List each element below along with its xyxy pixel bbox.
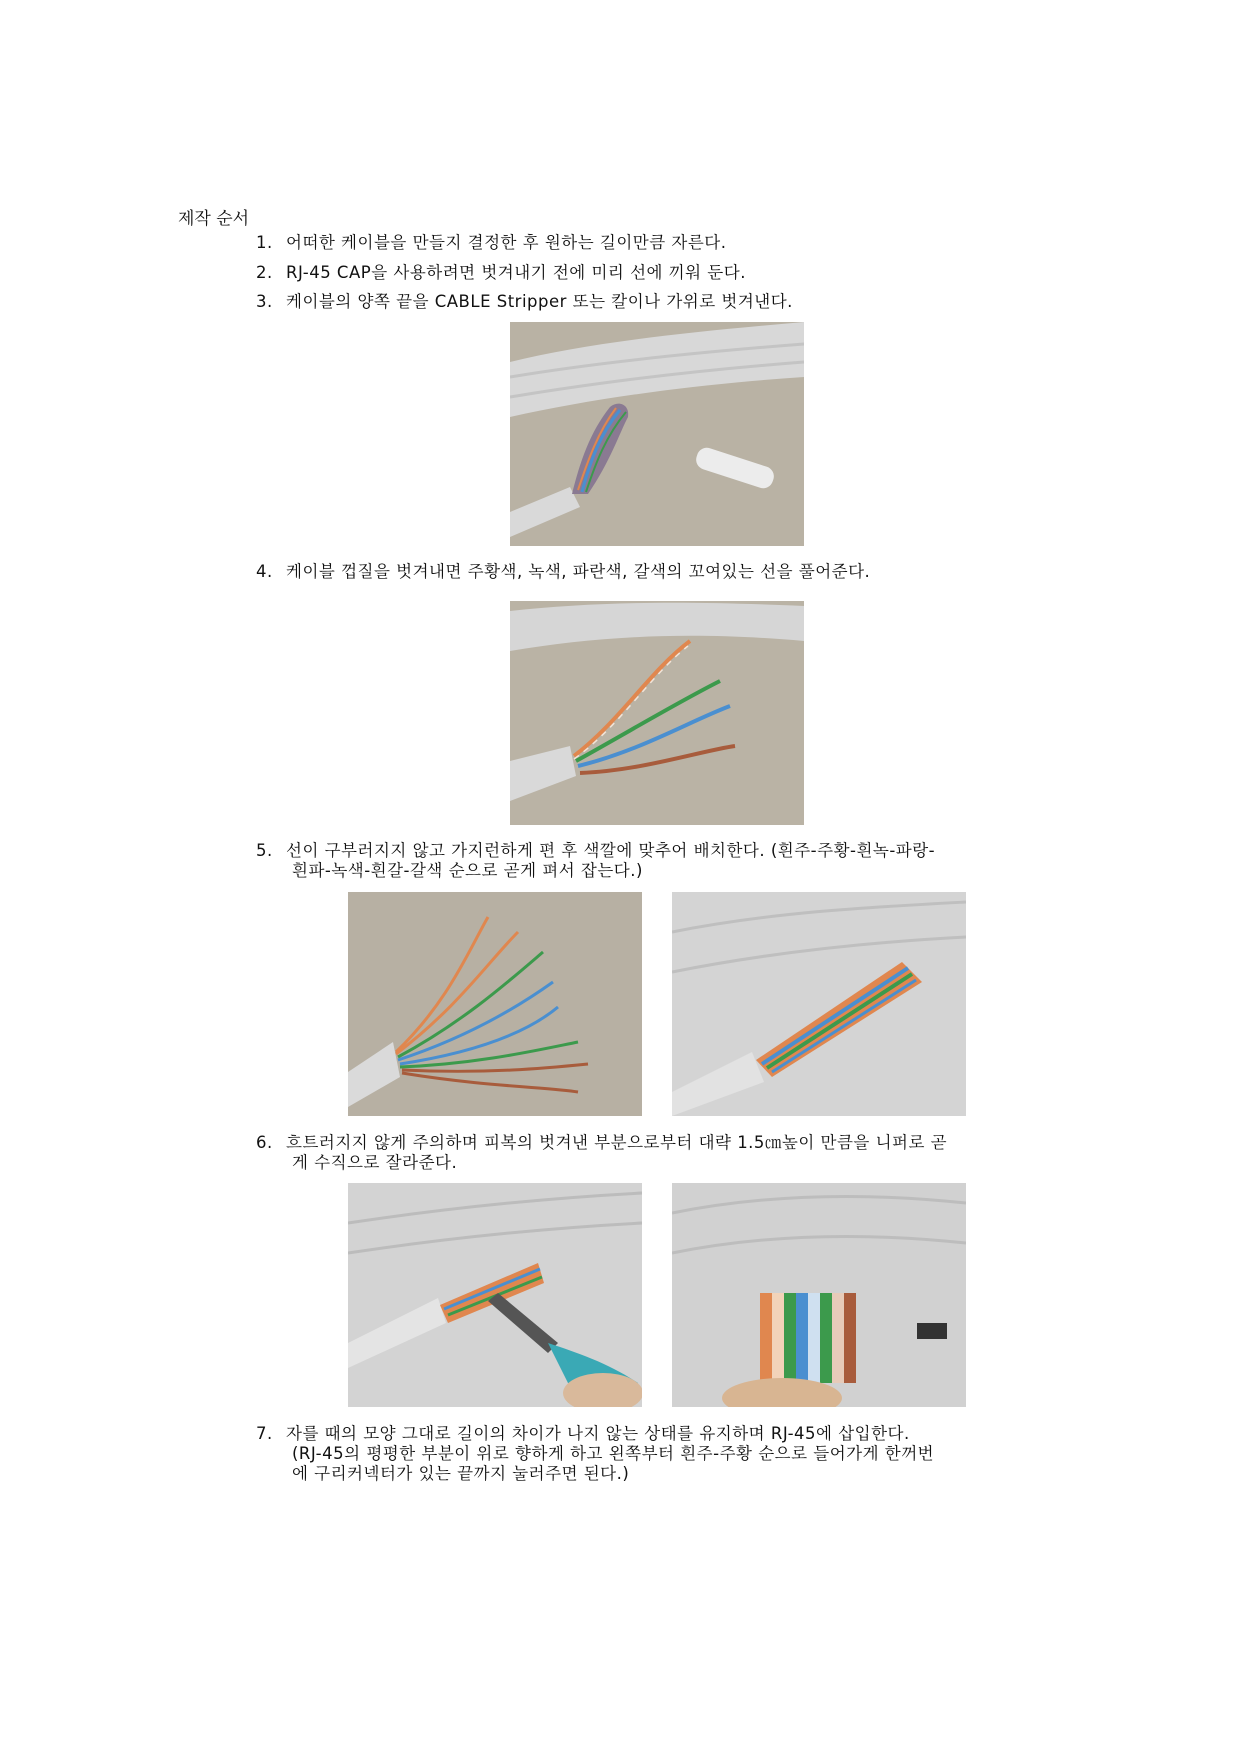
- photo-stripped-cable: [510, 322, 804, 546]
- photo-aligned-wires: [672, 892, 966, 1116]
- photo-untwisted-pairs: [510, 601, 804, 825]
- step-text: 자를 때의 모양 그대로 길이의 차이가 나지 않는 상태를 유지하며 RJ-45에 삽입한다.: [286, 1424, 910, 1443]
- photo-trimmed-wires: [672, 1183, 966, 1407]
- step-number: 6.: [256, 1133, 273, 1152]
- step-5: [256, 841, 935, 881]
- step-text: RJ-45 CAP을 사용하려면 벗겨내기 전에 미리 선에 끼워 둔다.: [286, 263, 746, 282]
- step-text: 어떠한 케이블을 만들지 결정한 후 원하는 길이만큼 자른다.: [286, 233, 727, 252]
- step-text-continued: 에 구리커넥터가 있는 끝까지 눌러주면 된다.): [292, 1464, 630, 1483]
- step-2: [256, 263, 746, 283]
- step-text-continued: 흰파-녹색-흰갈-갈색 순으로 곧게 펴서 잡는다.): [292, 861, 643, 880]
- step-number: 4.: [256, 562, 273, 581]
- step-3: [256, 292, 793, 312]
- photo-cutting-with-nipper: [348, 1183, 642, 1407]
- step-7: [256, 1424, 934, 1484]
- page-title: 제작 순서: [178, 209, 250, 229]
- step-text-continued: 게 수직으로 잘라준다.: [292, 1153, 458, 1172]
- step-6: [256, 1133, 947, 1173]
- step-text: 선이 구부러지지 않고 가지런하게 편 후 색깔에 맞추어 배치한다. (흰주-주황-흰녹-파랑-: [286, 841, 936, 860]
- photo-fanned-wires: [348, 892, 642, 1116]
- step-number: 3.: [256, 292, 273, 311]
- step-1: [256, 233, 727, 253]
- step-number: 1.: [256, 233, 273, 252]
- step-text: 케이블의 양쪽 끝을 CABLE Stripper 또는 칼이나 가위로 벗겨낸다.: [286, 292, 793, 311]
- step-number: 7.: [256, 1424, 273, 1443]
- step-text: 케이블 껍질을 벗겨내면 주황색, 녹색, 파란색, 갈색의 꼬여있는 선을 풀어준다.: [286, 562, 871, 581]
- step-text: 흐트러지지 않게 주의하며 피복의 벗겨낸 부분으로부터 대략 1.5㎝높이 만큼을 니퍼로 곧: [286, 1133, 948, 1152]
- step-number: 5.: [256, 841, 273, 860]
- step-number: 2.: [256, 263, 273, 282]
- step-text-continued: (RJ-45의 평평한 부분이 위로 향하게 하고 왼쪽부터 흰주-주황 순으로 들어가게 한꺼번: [292, 1444, 935, 1463]
- step-4: [256, 562, 870, 582]
